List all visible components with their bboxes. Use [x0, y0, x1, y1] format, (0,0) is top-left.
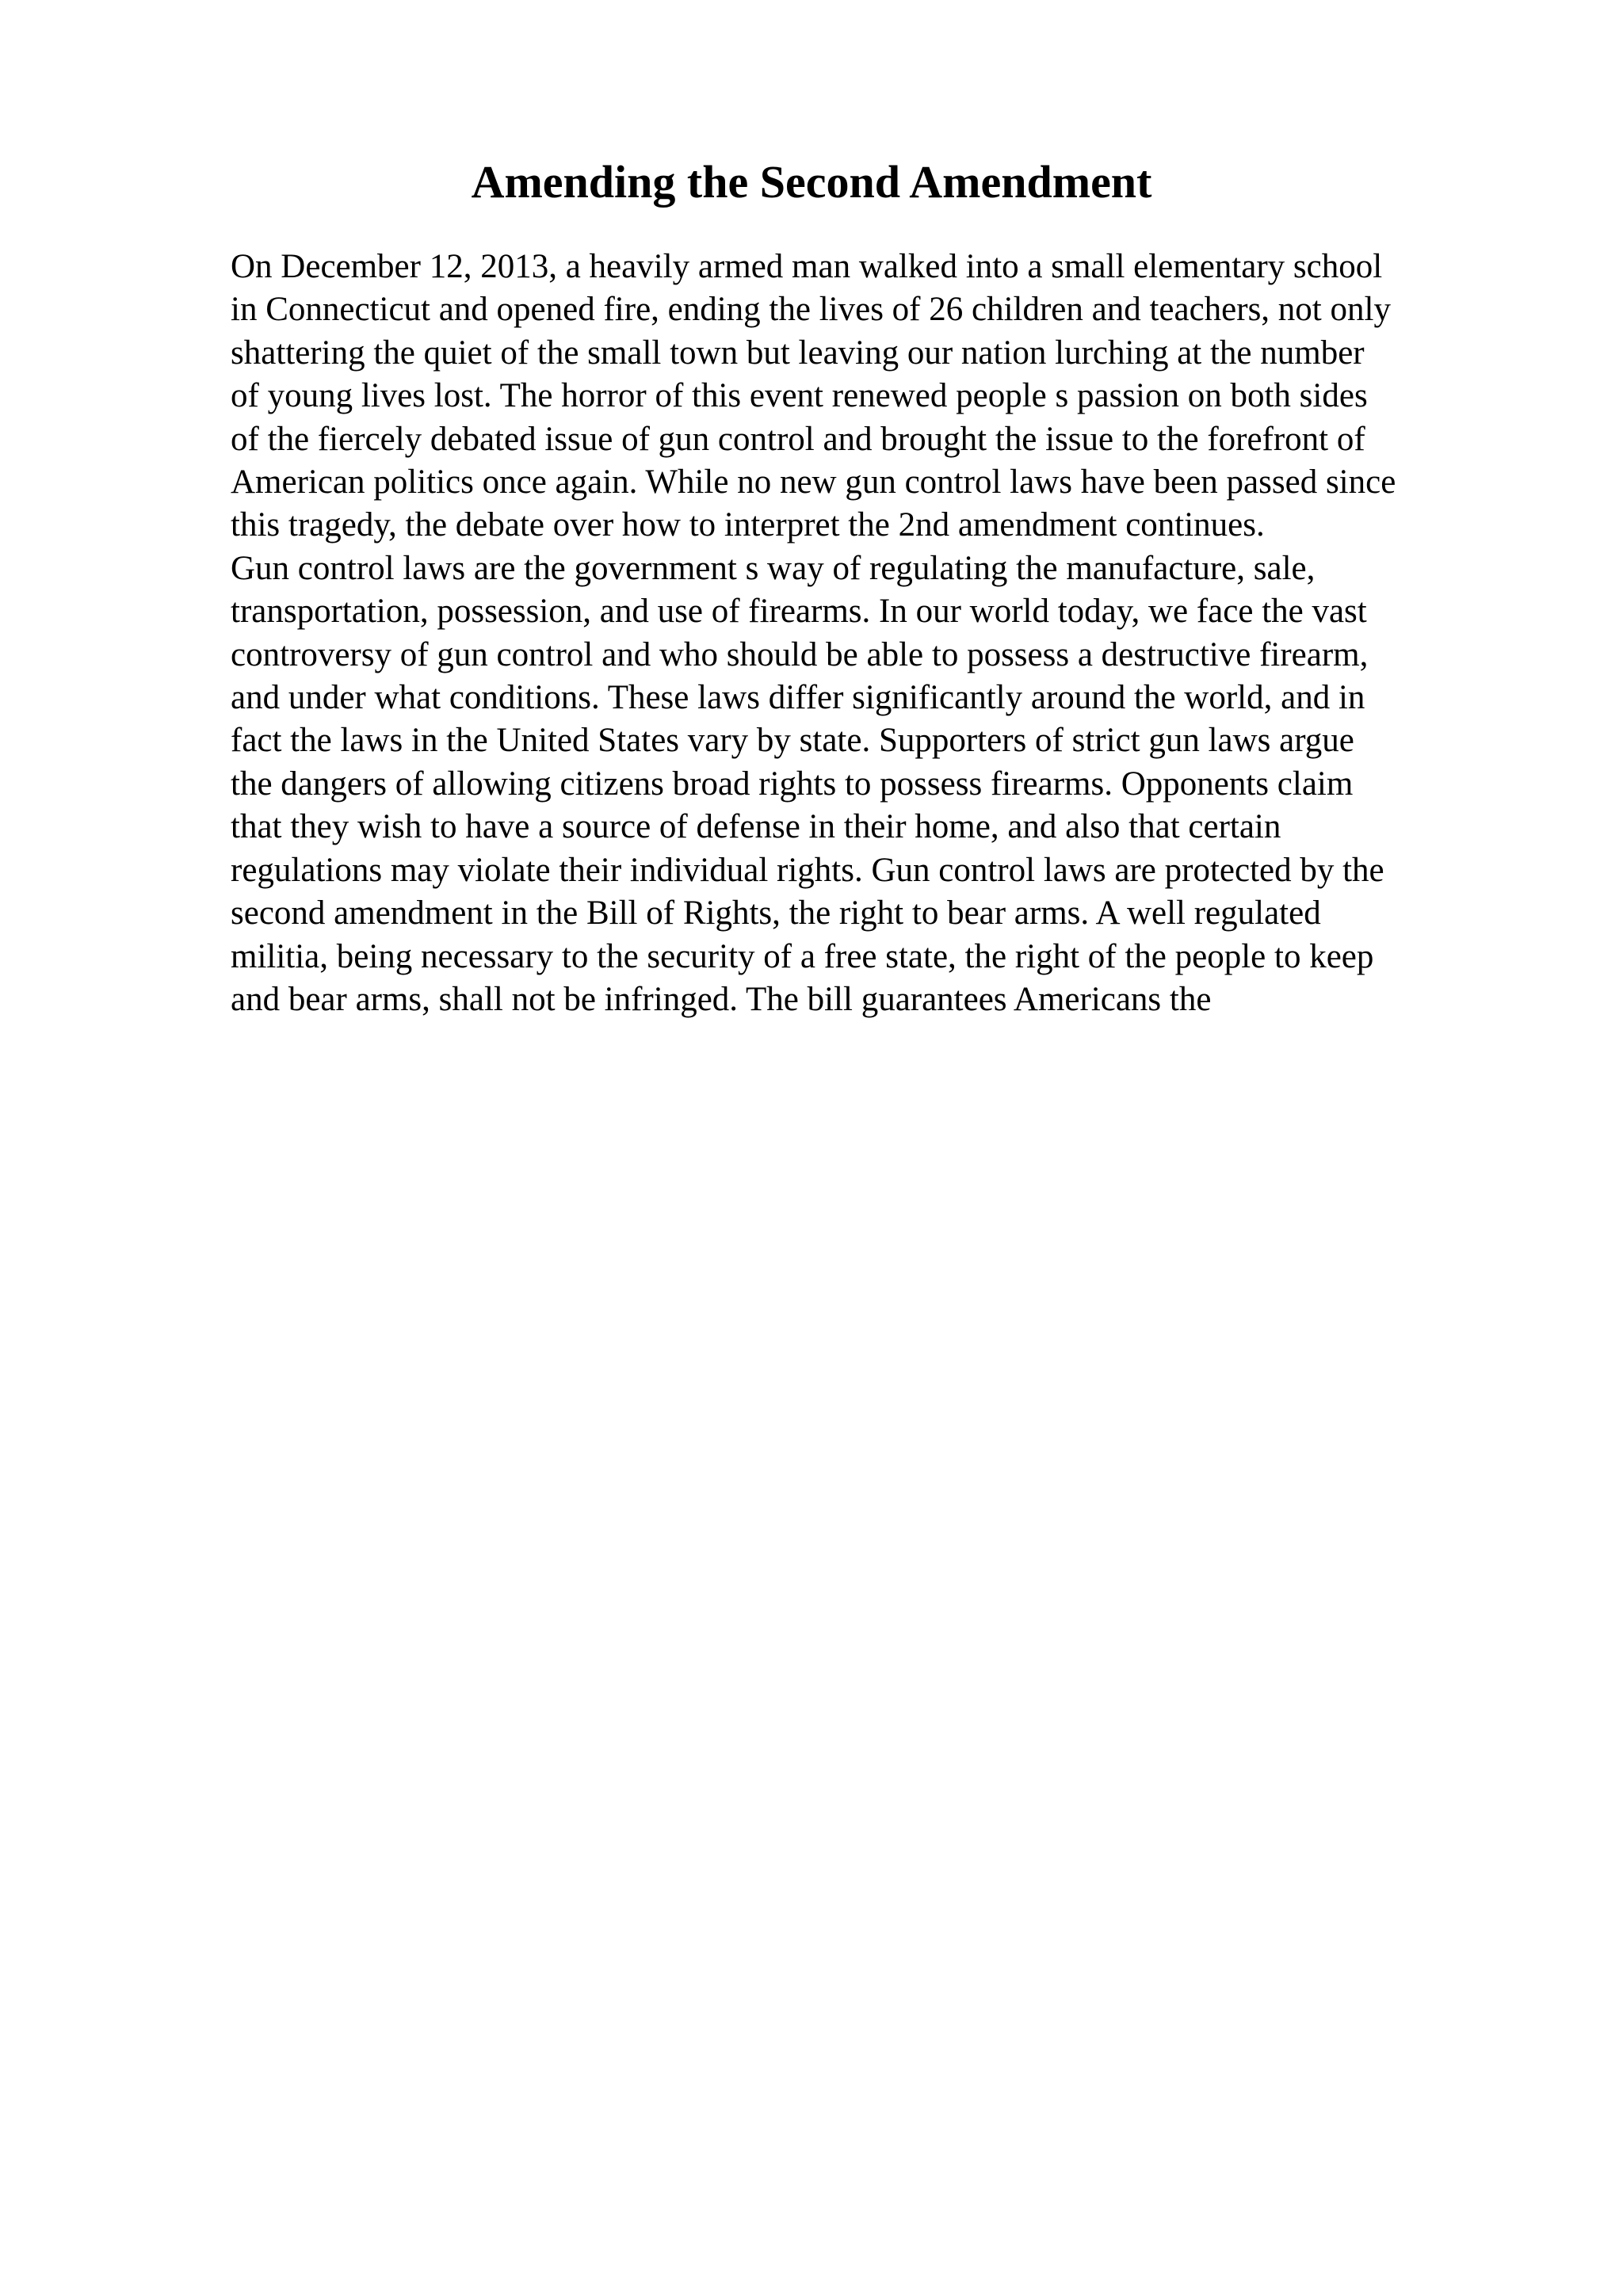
body-line: in Connecticut and opened fire, ending the lives of 26 children and teachers, not only	[231, 291, 1391, 329]
document-body	[231, 246, 1530, 1021]
body-line: the dangers of allowing citizens broad rights to possess firearms. Opponents claim	[231, 765, 1354, 803]
body-line: and under what conditions. These laws differ significantly around the world, and in	[231, 679, 1365, 717]
body-line: transportation, possession, and use of firearms. In our world today, we face the vast	[231, 593, 1367, 631]
body-line: fact the laws in the United States vary by state. Supporters of strict gun laws argue	[231, 722, 1354, 760]
body-line: that they wish to have a source of defense in their home, and also that certain	[231, 808, 1281, 846]
body-line: Gun control laws are the government s way of regulating the manufacture, sale,	[231, 549, 1316, 587]
body-line: second amendment in the Bill of Rights, the right to bear arms. A well regulated	[231, 894, 1321, 933]
body-line: of the fiercely debated issue of gun control and brought the issue to the forefront of	[231, 420, 1365, 458]
body-line: On December 12, 2013, a heavily armed man walked into a small elementary school	[231, 248, 1383, 285]
body-line: American politics once again. While no new gun control laws have been passed since	[231, 463, 1396, 502]
body-line: of young lives lost. The horror of this event renewed people s passion on both sides	[231, 377, 1368, 415]
body-line: shattering the quiet of the small town but leaving our nation lurching at the number	[231, 334, 1365, 372]
document-title: Amending the Second Amendment	[471, 156, 1152, 208]
body-line: this tragedy, the debate over how to interpret the 2nd amendment continues.	[231, 506, 1265, 544]
body-line: militia, being necessary to the security of a free state, the right of the people to keep	[231, 937, 1374, 975]
body-line: and bear arms, shall not be infringed. The bill guarantees Americans the	[231, 980, 1212, 1018]
body-line: controversy of gun control and who should be able to possess a destructive firearm,	[231, 635, 1369, 673]
body-line: regulations may violate their individual rights. Gun control laws are protected by the	[231, 851, 1384, 889]
